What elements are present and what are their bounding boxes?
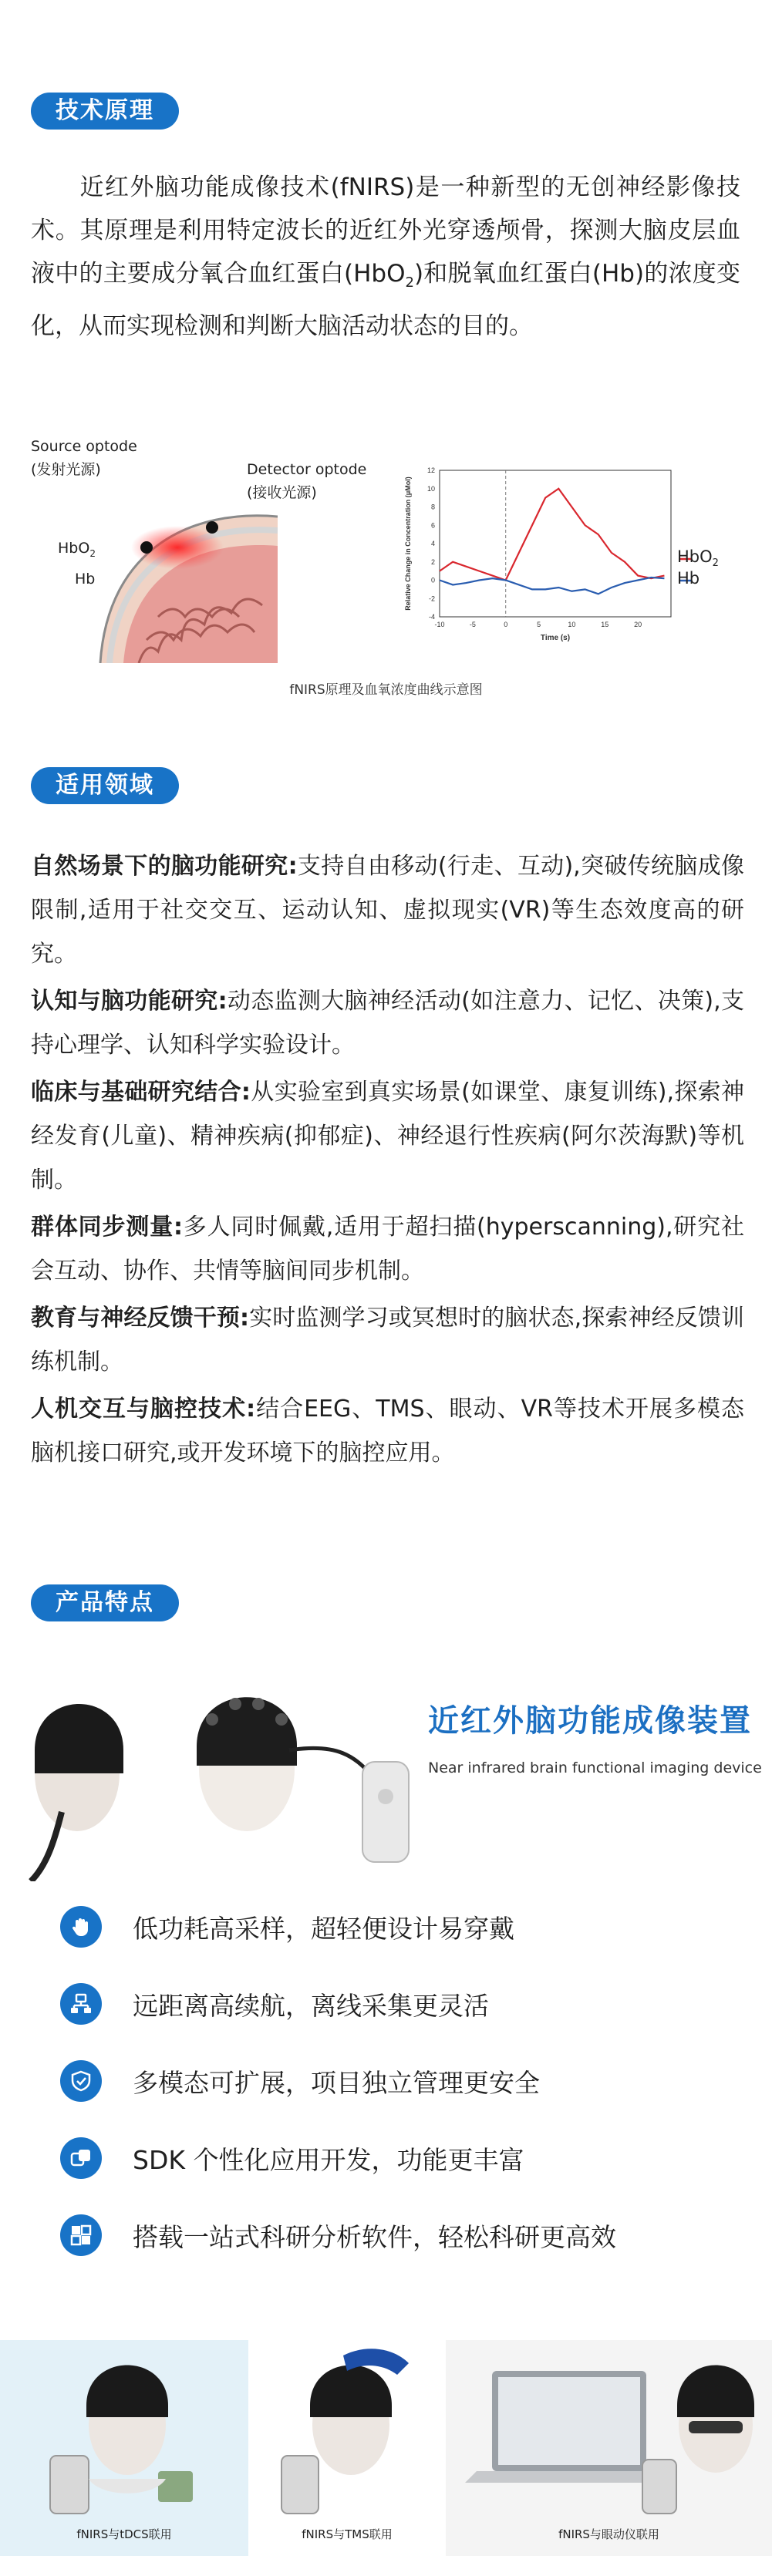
hand-icon: [60, 1906, 102, 1948]
headset-eyetracker-image: [446, 2340, 772, 2525]
product-image: [15, 1658, 416, 1881]
source-optode-label: Source optode: [31, 438, 137, 455]
section-heading-features: 产品特点: [31, 1584, 179, 1621]
detector-optode-dot: [206, 521, 218, 534]
application-item: 临床与基础研究结合:从实验室到真实场景(如课堂、康复训练),探索神经发育(儿童)、精神疾病(抑郁症)、神经退行性疾病(阿尔茨海默)等机制。: [31, 1079, 744, 1194]
application-item: 认知与脑功能研究:动态监测大脑神经活动(如注意力、记忆、决策),支持心理学、认知科学实验设计。: [31, 988, 744, 1059]
feature-item: [60, 1982, 489, 2026]
section-heading-principle: 技术原理: [31, 93, 179, 130]
fnirs-figure: [23, 432, 756, 709]
x-axis-label: Time (s): [540, 634, 571, 642]
y-tick-label: 4: [430, 540, 435, 547]
feature-item: [60, 2136, 524, 2180]
shield-icon: [60, 2060, 102, 2102]
detector-optode-label: Detector optode: [247, 461, 367, 478]
source-optode-cn: (发射光源): [31, 461, 101, 478]
chart-frame: [440, 470, 671, 617]
x-tick-label: -10: [434, 621, 445, 628]
intro-sub: 2: [405, 274, 414, 291]
x-tick-label: 20: [634, 621, 642, 628]
series-line-hb: [440, 577, 664, 594]
detector-optode-cn: (接收光源): [247, 484, 317, 501]
section-heading-applications: 适用领域: [31, 767, 179, 804]
grid-icon: [60, 2214, 102, 2256]
x-tick-label: 5: [537, 621, 541, 628]
feature-text: SDK 个性化应用开发，功能更丰富: [133, 2144, 524, 2175]
feature-text: 低功耗高采样，超轻便设计易穿戴: [133, 1913, 514, 1944]
x-tick-label: -5: [469, 621, 476, 628]
feature-text: 远距离高续航，离线采集更灵活: [133, 1990, 489, 2021]
feature-item: [60, 2059, 540, 2103]
tile-tdcs: [0, 2340, 248, 2556]
applications-list: [31, 844, 744, 1478]
y-tick-label: 10: [426, 484, 435, 493]
concentration-chart: [393, 455, 717, 679]
application-item: 教育与神经反馈干预:实时监测学习或冥想时的脑状态,探索神经反馈训练机制。: [31, 1305, 744, 1376]
source-optode-dot: [140, 541, 153, 554]
layers-icon: [60, 2137, 102, 2179]
figure-caption: fNIRS原理及血氧浓度曲线示意图: [289, 682, 483, 698]
y-tick-label: 12: [426, 466, 435, 474]
intro-part2: )和脱氧血红蛋白(Hb)的浓度变化，从而实现检测和判断大脑活动状态的目的。: [31, 260, 740, 341]
x-tick-label: 0: [504, 621, 508, 628]
series-line-hbo2: [440, 489, 664, 581]
hb-label: Hb: [75, 571, 96, 588]
tile-eye-tracker: [446, 2340, 772, 2556]
chart-legend-hbo2: HbO$_2$: [677, 547, 719, 570]
y-tick-label: -2: [428, 594, 435, 603]
tile-caption: fNIRS与tDCS联用: [76, 2527, 172, 2541]
chart-legend-hb: Hb: [677, 569, 700, 588]
intro-part1: 近红外脑功能成像技术(fNIRS)是一种新型的无创神经影像技术。其原理是利用特定波长的近红外光穿透颅骨，探测大脑皮层血液中的主要成分氧合血红蛋白(HbO: [31, 173, 740, 288]
headset-tdcs-image: [0, 2340, 248, 2525]
application-item: 自然场景下的脑功能研究:支持自由移动(行走、互动),突破传统脑成像限制,适用于社交交互、运动认知、虚拟现实(VR)等生态效度高的研究。: [31, 853, 744, 968]
headset-tms-image: [258, 2340, 436, 2525]
intro-paragraph: [31, 166, 740, 348]
combination-tiles: [0, 2340, 772, 2556]
hbo2-label: HbO$_2$: [58, 540, 96, 559]
feature-text: 多模态可扩展，项目独立管理更安全: [133, 2067, 540, 2098]
y-tick-label: 6: [430, 521, 435, 530]
y-tick-label: 2: [430, 557, 435, 566]
y-tick-label: -4: [428, 613, 435, 621]
x-tick-label: 10: [568, 621, 576, 628]
feature-item: [60, 1904, 514, 1949]
y-tick-label: 8: [430, 503, 435, 511]
application-item: 群体同步测量:多人同时佩戴,适用于超扫描(hyperscanning),研究社会互动、协作、共情等脑间同步机制。: [31, 1214, 744, 1285]
y-axis-label: Relative Change in Concentration (μMol): [404, 476, 412, 611]
network-icon: [60, 1983, 102, 2025]
feature-text: 搭载一站式科研分析软件，轻松科研更高效: [133, 2221, 616, 2252]
y-tick-label: 0: [430, 576, 435, 584]
application-item: 人机交互与脑控技术:结合EEG、TMS、眼动、VR等技术开展多模态脑机接口研究,或开发环境下的脑控应用。: [31, 1396, 744, 1466]
tile-caption: fNIRS与眼动仪联用: [558, 2527, 659, 2541]
product-title: 近红外脑功能成像装置: [428, 1703, 752, 1739]
tile-caption: fNIRS与TMS联用: [302, 2527, 393, 2541]
feature-item: [60, 2213, 616, 2258]
x-tick-label: 15: [601, 621, 609, 628]
product-subtitle: Near infrared brain functional imaging device: [428, 1759, 762, 1776]
tile-tms: [258, 2340, 436, 2556]
